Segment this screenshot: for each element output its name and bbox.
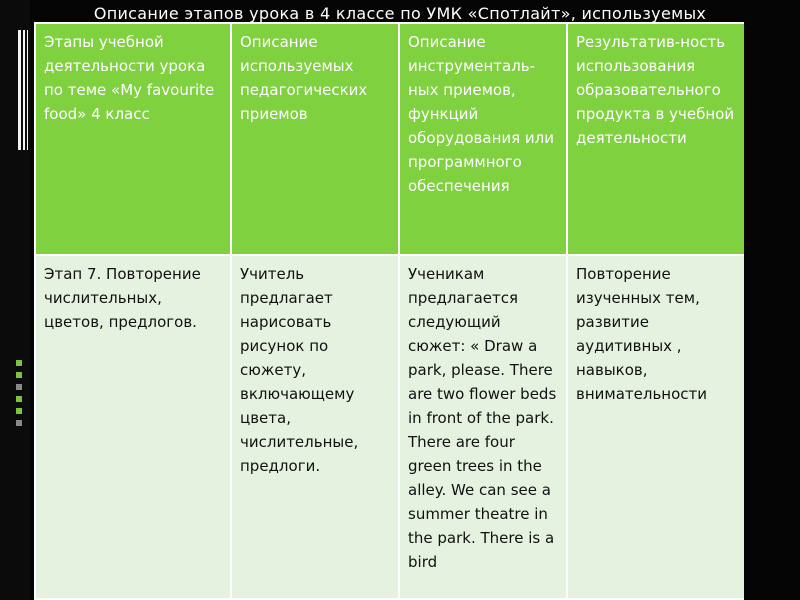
cell-pedagogical: Учитель предлагает нарисовать рисунок по сюжету, включающему цвета, числительные, предлоги. — [231, 255, 399, 599]
table-header-row — [35, 23, 744, 255]
cell-instrumental: Ученикам предлагается следующий сюжет: « Draw a park, please. There are two flower beds in front of the park. There are four green trees in the alley. We can see a summer theatre in the park. There is a bird — [399, 255, 567, 599]
header-instrumental-methods: Описание инструменталь-ных приемов, функций оборудования или программного обеспечения — [399, 23, 567, 255]
decoration-square — [16, 408, 22, 414]
left-decoration — [0, 0, 30, 600]
decoration-square — [16, 396, 22, 402]
table-row — [35, 255, 744, 599]
lesson-table — [34, 22, 744, 600]
header-effectiveness: Результатив-ность использования образовательного продукта в учебной деятельности — [567, 23, 744, 255]
cell-effectiveness: Повторение изученных тем, развитие аудитивных , навыков, внимательности — [567, 255, 744, 599]
decoration-dark-bar — [0, 0, 30, 600]
decoration-square — [16, 420, 22, 426]
cell-stage: Этап 7. Повторение числительных, цветов, предлогов. — [35, 255, 231, 599]
decoration-stripe — [23, 30, 25, 150]
decoration-square — [16, 360, 22, 366]
decoration-square — [16, 384, 22, 390]
decoration-square — [16, 372, 22, 378]
decoration-stripe — [18, 30, 21, 150]
decoration-stripe — [27, 30, 28, 150]
header-pedagogical-methods: Описание используемых педагогических приемов — [231, 23, 399, 255]
header-stages: Этапы учебной деятельности урока по теме «My favourite food» 4 класс — [35, 23, 231, 255]
slide-title: Описание этапов урока в 4 классе по УМК «Спотлайт», используемых — [93, 4, 707, 23]
lesson-table-container — [34, 22, 744, 600]
